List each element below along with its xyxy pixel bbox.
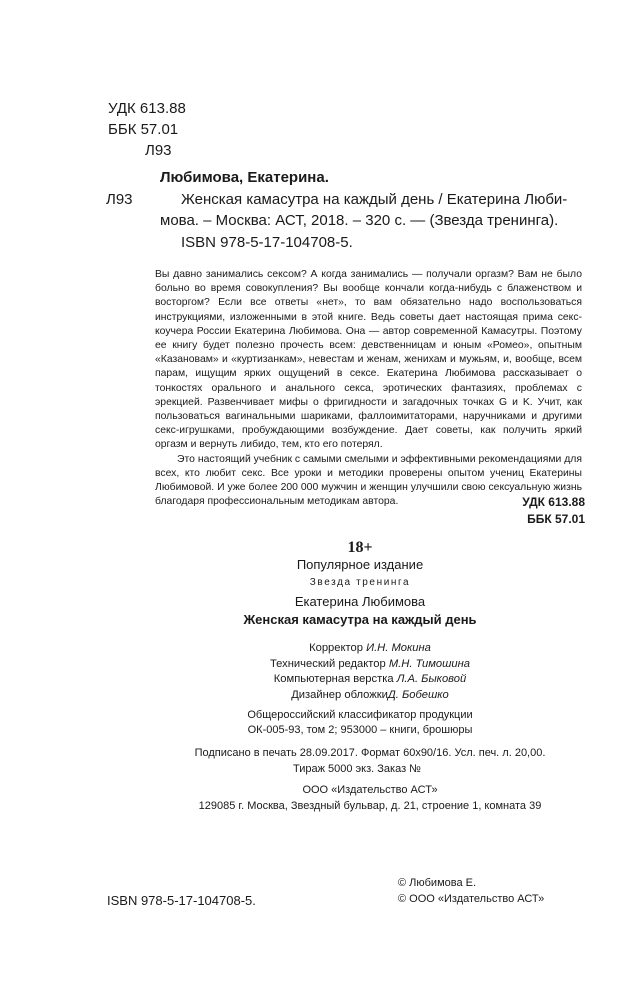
credit-tech-editor-name: М.Н. Тимошина <box>388 657 471 670</box>
udk-code: УДК 613.88 <box>108 100 186 117</box>
credit-corrector-role: Корректор <box>309 642 363 654</box>
imprint-author: Екатерина Любимова <box>294 594 426 609</box>
classifier-line-2: ОК-005-93, том 2; 953000 – книги, брошюры <box>247 724 473 736</box>
imprint-title: Женская камасутра на каждый день <box>243 612 477 627</box>
annotation-paragraph-2: Это настоящий учебник с самыми смелыми и эффективными рекомендациями для всех, кто любит секс. Все уроки и методики проверены опытом учениц Екатерины Любимовой. И уже более 200 000 мужчин и женщин улучшили свою сексуальную жизнь благодаря профессиональным методикам автора. <box>155 453 582 508</box>
footer-isbn: ISBN 978-5-17-104708-5. <box>107 893 256 908</box>
udk-code-right: УДК 613.88 <box>522 495 585 509</box>
credit-corrector-name: И.Н. Мокина <box>366 642 431 654</box>
classifier-line-1: Общероссийский классификатор продукции <box>247 709 473 721</box>
credit-cover <box>150 688 590 704</box>
print-run-order: Тираж 5000 экз. Заказ № <box>293 763 421 775</box>
publisher-address: 129085 г. Москва, Звездный бульвар, д. 21, строение 1, комната 39 <box>198 800 542 812</box>
edition-type: Популярное издание <box>296 557 424 572</box>
credit-layout-name: Л.А. Быковой <box>396 673 467 686</box>
annotation-paragraph-1: Вы давно занимались сексом? А когда занимались — получали оргазм? Вам не было больно во время совокупления? Вы вообще кончали когда-нибудь с блаженством и восторгом? Если все ответы «нет», то вам обязательно надо воспользоваться инструкциями, изложенными в этой книге. Ведь советы дает настоящая прима секс-коучера России Екатерина Любимова. Она — автор современной Камасутры. Поэтому ее книгу будет полезно прочесть всем: девственницам и юным «Ромео», опытным «Казановам» и «куртизанкам», невестам и женам, женихам и мужьям, и, вообще, всем парам, ищущим ярких ощущений в сексе. Екатерина Любимова рассказывает о тонкостях орального и анального секса, эротических фантазиях, проблемах с эрекцией. Развенчивает мифы о фригидности и загадочных точках G и K. Учит, как пользоваться вагинальными шариками, фаллоимитаторами, наручниками и другими секс-игрушками, пробуждающими возбуждение. Дает советы, как получить яркий оргазм и вернуть либидо, тем, кто его потерял. <box>155 269 582 451</box>
catalog-sign: Л93 <box>106 191 133 208</box>
catalog-title-line2: мова. – Москва: АСТ, 2018. – 320 с. — (Звезда тренинга). <box>160 212 559 229</box>
catalog-isbn: ISBN 978-5-17-104708-5. <box>181 234 353 251</box>
author-sign: Л93 <box>145 142 172 159</box>
credit-tech-editor-role: Технический редактор <box>269 657 386 670</box>
catalog-author: Любимова, Екатерина. <box>160 169 329 186</box>
credit-cover-role: Дизайнер обложки <box>291 688 388 701</box>
print-info-line-1: Подписано в печать 28.09.2017. Формат 60х90/16. Усл. печ. л. 20,00. <box>194 747 546 759</box>
series-name: Звезда тренинга <box>309 577 411 588</box>
publisher-name: ООО «Издательство АСТ» <box>302 784 438 796</box>
credit-corrector <box>150 641 590 657</box>
credit-cover-name: Д. Бобешко <box>387 688 449 701</box>
annotation <box>155 268 582 509</box>
copyright-publisher: © ООО «Издательство АСТ» <box>398 893 545 905</box>
catalog-title-line1: Женская камасутра на каждый день / Екатерина Люби- <box>181 191 568 208</box>
credit-tech-editor <box>150 657 590 673</box>
credits <box>150 641 590 703</box>
copyright-author: © Любимова Е. <box>398 877 477 889</box>
bbk-code-right: ББК 57.01 <box>527 512 585 526</box>
bbk-code: ББК 57.01 <box>108 121 179 138</box>
credit-layout-role: Компьютерная верстка <box>273 673 394 686</box>
age-rating: 18+ <box>347 539 373 556</box>
credit-layout <box>150 672 590 688</box>
print-info-line-2 <box>110 763 630 775</box>
